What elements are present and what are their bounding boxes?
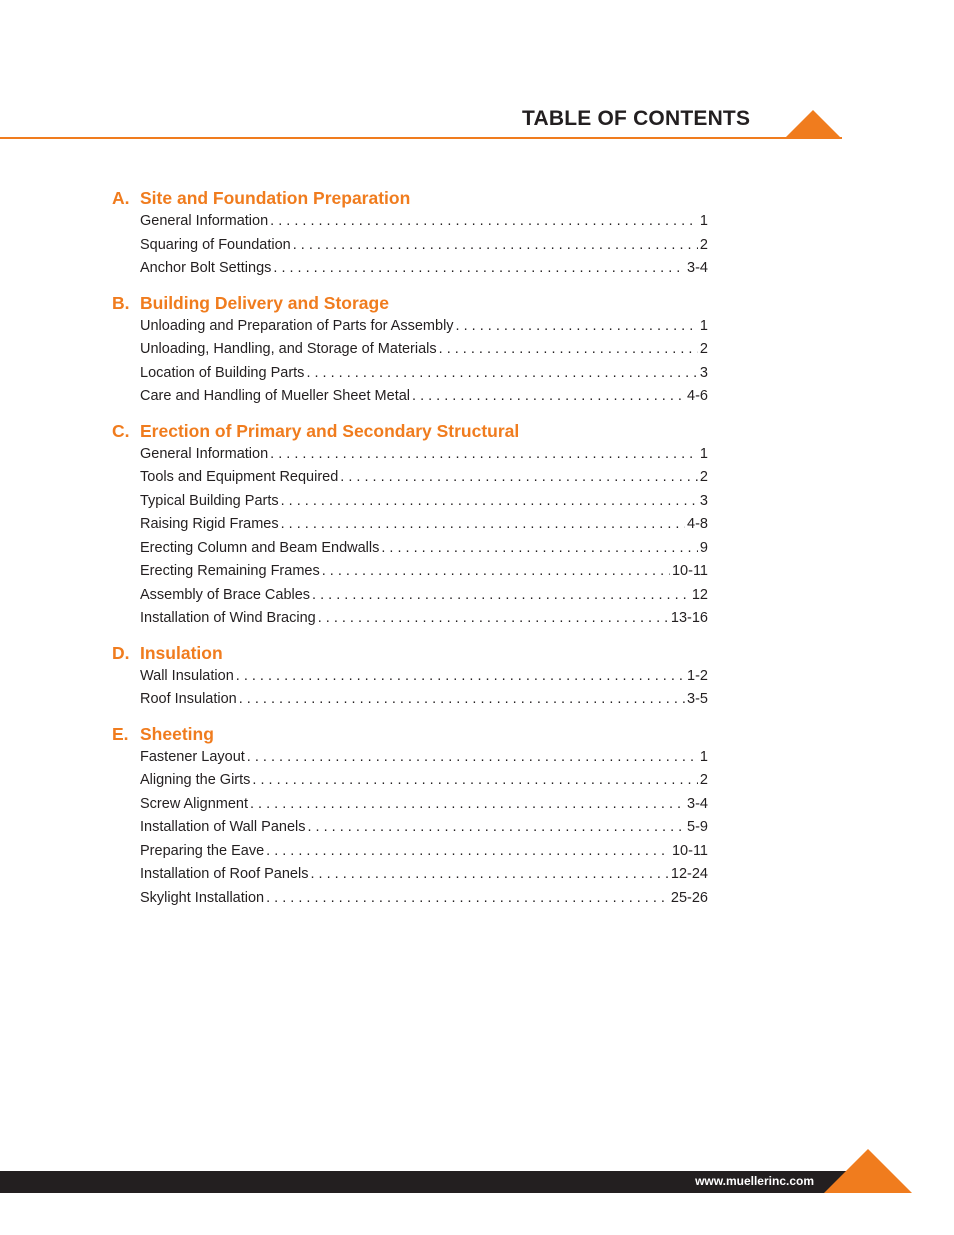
triangle-icon — [784, 110, 842, 139]
entry-page-number: 12 — [691, 586, 708, 603]
entry-title: Raising Rigid Frames — [140, 516, 279, 532]
dot-leader — [322, 560, 670, 584]
entry-page-number: 2 — [699, 341, 708, 357]
page-title: TABLE OF CONTENTS — [522, 107, 751, 130]
dot-leader — [250, 793, 685, 817]
toc-entry[interactable] — [140, 607, 708, 631]
dot-leader — [239, 688, 685, 712]
dot-leader — [340, 466, 698, 490]
dot-leader — [381, 537, 698, 561]
toc-entry[interactable] — [140, 315, 708, 339]
entry-title: Erecting Column and Beam Endwalls — [140, 539, 380, 556]
entry-page-number: 3 — [699, 492, 708, 509]
entry-page-number: 3-4 — [687, 260, 708, 276]
toc-entry[interactable] — [140, 210, 708, 234]
toc-entry[interactable] — [140, 816, 708, 840]
toc-entry[interactable] — [140, 490, 708, 514]
footer-url-link[interactable]: www.muellerinc.com — [695, 1174, 814, 1188]
entry-title: Anchor Bolt Settings — [140, 260, 272, 276]
entry-title: Erecting Remaining Frames — [140, 563, 320, 579]
entry-title: Squaring of Foundation — [140, 236, 291, 253]
toc-entry[interactable] — [140, 537, 708, 561]
section-title: Sheeting — [140, 723, 214, 744]
dot-leader — [252, 769, 698, 793]
entry-page-number: 1 — [699, 317, 708, 334]
dot-leader — [247, 746, 698, 770]
dot-leader — [456, 315, 698, 339]
toc-entry[interactable] — [140, 234, 708, 258]
toc-entry[interactable] — [140, 257, 708, 281]
entry-title: Care and Handling of Mueller Sheet Metal — [140, 388, 411, 404]
section-title: Insulation — [140, 642, 223, 663]
entry-title: Skylight Installation — [140, 889, 265, 906]
section-letter: A. — [112, 188, 130, 208]
section-heading[interactable] — [112, 291, 708, 315]
toc-entry[interactable] — [140, 863, 708, 887]
toc-entry[interactable] — [140, 746, 708, 770]
toc-entry[interactable] — [140, 385, 708, 409]
header-divider — [0, 137, 842, 139]
entry-page-number: 25-26 — [670, 889, 708, 906]
entry-page-number: 3-4 — [687, 795, 708, 812]
toc-entry[interactable] — [140, 443, 708, 467]
dot-leader — [439, 338, 698, 362]
dot-leader — [318, 607, 669, 631]
entry-page-number: 1 — [699, 445, 708, 462]
section-letter: E. — [112, 723, 129, 744]
section-letter: D. — [112, 642, 130, 663]
toc-entry[interactable] — [140, 665, 708, 689]
toc-entry[interactable] — [140, 362, 708, 386]
entry-page-number: 1-2 — [687, 667, 708, 684]
entry-title: Preparing the Eave — [140, 842, 265, 859]
toc-entry[interactable] — [140, 560, 708, 584]
entry-page-number: 10-11 — [671, 563, 708, 579]
dot-leader — [270, 443, 698, 467]
entry-title: Unloading and Preparation of Parts for Assembly — [140, 317, 454, 334]
entry-title: Unloading, Handling, and Storage of Materials — [140, 341, 437, 357]
entry-title: Installation of Wall Panels — [140, 819, 306, 835]
entry-page-number: 12-24 — [670, 866, 708, 882]
entry-title: Typical Building Parts — [140, 492, 279, 509]
section-letter: B. — [112, 292, 130, 313]
entry-page-number: 9 — [699, 539, 708, 556]
toc-entry[interactable] — [140, 688, 708, 712]
toc-section — [112, 641, 708, 712]
section-heading[interactable] — [112, 419, 708, 443]
entry-title: Screw Alignment — [140, 795, 248, 812]
toc-entry[interactable] — [140, 793, 708, 817]
dot-leader — [306, 362, 697, 386]
dot-leader — [266, 887, 669, 911]
toc-entry[interactable] — [140, 338, 708, 362]
dot-leader — [412, 385, 685, 409]
section-letter: C. — [112, 420, 130, 441]
dot-leader — [281, 490, 698, 514]
section-title: Site and Foundation Preparation — [140, 188, 411, 208]
dot-leader — [310, 863, 668, 887]
entry-title: Roof Insulation — [140, 691, 237, 707]
toc-entry[interactable] — [140, 584, 708, 608]
toc-section — [112, 186, 708, 281]
toc-entry[interactable] — [140, 887, 708, 911]
entry-page-number: 1 — [699, 748, 708, 765]
entry-page-number: 2 — [699, 236, 708, 253]
toc-section — [112, 722, 708, 911]
section-heading[interactable] — [112, 186, 708, 210]
entry-page-number: 1 — [699, 213, 708, 229]
section-title: Building Delivery and Storage — [140, 292, 389, 313]
entry-title: General Information — [140, 445, 269, 462]
triangle-icon — [824, 1149, 912, 1193]
dot-leader — [281, 513, 685, 537]
dot-leader — [293, 234, 698, 258]
toc-section — [112, 419, 708, 631]
entry-title: Wall Insulation — [140, 667, 234, 684]
entry-title: Tools and Equipment Required — [140, 469, 339, 485]
toc-entry[interactable] — [140, 466, 708, 490]
section-title: Erection of Primary and Secondary Structural — [140, 420, 520, 441]
dot-leader — [236, 665, 685, 689]
entry-title: Installation of Roof Panels — [140, 866, 309, 882]
dot-leader — [308, 816, 686, 840]
entry-page-number: 13-16 — [670, 610, 708, 626]
dot-leader — [266, 840, 670, 864]
entry-title: Installation of Wind Bracing — [140, 610, 316, 626]
entry-page-number: 2 — [699, 469, 708, 485]
dot-leader — [273, 257, 685, 281]
dot-leader — [270, 210, 698, 234]
entry-title: General Information — [140, 213, 269, 229]
dot-leader — [312, 584, 690, 608]
toc-entry[interactable] — [140, 840, 708, 864]
entry-title: Fastener Layout — [140, 748, 245, 765]
toc-section — [112, 291, 708, 409]
entry-page-number: 3 — [699, 364, 708, 381]
toc-entry[interactable] — [140, 513, 708, 537]
entry-title: Assembly of Brace Cables — [140, 586, 311, 603]
table-of-contents — [112, 186, 708, 920]
entry-page-number: 2 — [699, 772, 708, 788]
entry-page-number: 4-8 — [687, 516, 708, 532]
entry-title: Aligning the Girts — [140, 772, 251, 788]
section-heading[interactable] — [112, 722, 708, 746]
entry-page-number: 4-6 — [687, 388, 708, 404]
entry-title: Location of Building Parts — [140, 364, 305, 381]
entry-page-number: 3-5 — [687, 691, 708, 707]
entry-page-number: 5-9 — [687, 819, 708, 835]
entry-page-number: 10-11 — [671, 842, 708, 859]
section-heading[interactable] — [112, 641, 708, 665]
toc-entry[interactable] — [140, 769, 708, 793]
